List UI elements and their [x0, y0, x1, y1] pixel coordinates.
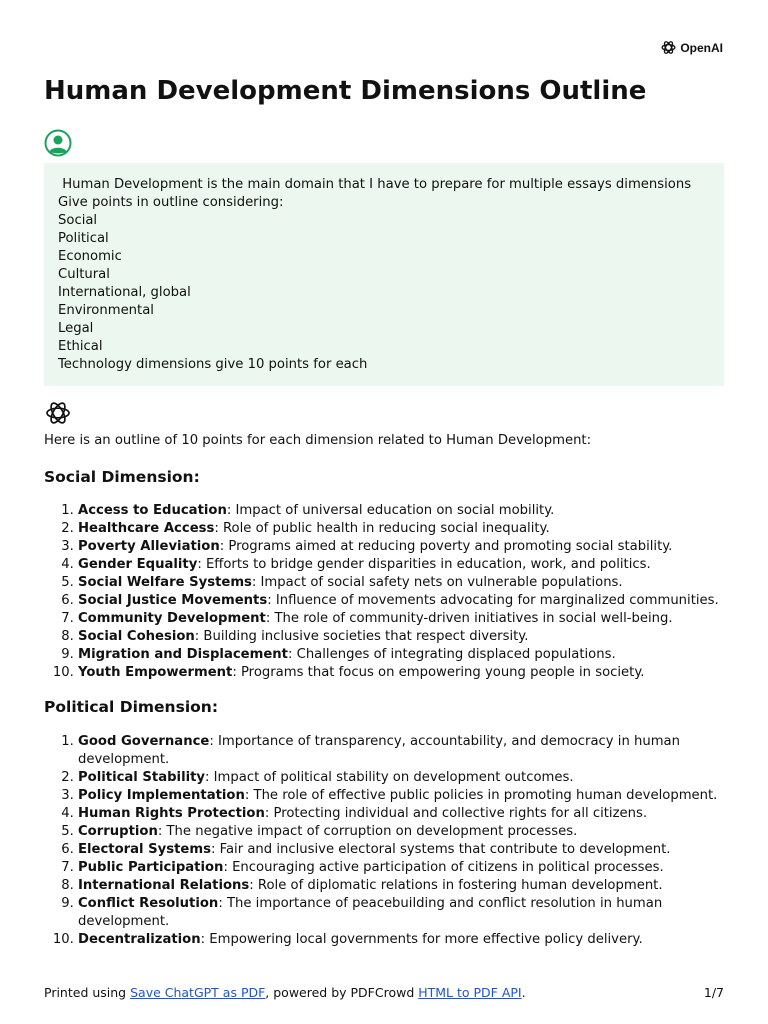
- html-to-pdf-api-link[interactable]: HTML to PDF API: [418, 985, 522, 1000]
- item-term: Social Welfare Systems: [78, 575, 252, 590]
- prompt-line: Technology dimensions give 10 points for each: [58, 357, 368, 372]
- footer-middle: , powered by PDFCrowd: [265, 985, 419, 1000]
- item-desc: : The role of effective public policies in promoting human development.: [244, 788, 718, 803]
- prompt-line: Economic: [58, 249, 122, 264]
- item-term: Migration and Displacement: [78, 647, 288, 662]
- footer-suffix: .: [521, 985, 526, 1000]
- prompt-line: Social: [58, 213, 98, 228]
- prompt-line: Legal: [58, 321, 94, 336]
- item-term: Healthcare Access: [78, 521, 215, 536]
- item-term: Corruption: [78, 824, 158, 839]
- prompt-line: Human Development is the main domain that I have to prepare for multiple essays dimensions: [58, 177, 692, 192]
- item-term: Public Participation: [78, 860, 224, 875]
- item-desc: : The importance of peacebuilding and conflict resolution in human development.: [78, 896, 663, 929]
- footer-prefix: Printed using: [44, 985, 131, 1000]
- item-desc: : Challenges of integrating displaced populations.: [287, 647, 616, 662]
- user-prompt: [44, 163, 724, 386]
- list-item: [78, 646, 724, 664]
- item-desc: : Programs that focus on empowering young people in society.: [232, 665, 645, 680]
- item-term: Community Development: [78, 611, 266, 626]
- list-item: [78, 628, 724, 646]
- prompt-line: Environmental: [58, 303, 154, 318]
- section-title-social: Social Dimension:: [44, 468, 200, 486]
- item-desc: : Importance of transparency, accountability, and democracy in human development.: [78, 734, 680, 767]
- list-item: [78, 931, 724, 949]
- brand-header: [660, 39, 723, 56]
- item-desc: : Role of public health in reducing social inequality.: [214, 521, 550, 536]
- save-chatgpt-pdf-link[interactable]: Save ChatGPT as PDF: [130, 985, 266, 1000]
- item-desc: : Protecting individual and collective rights for all citizens.: [264, 806, 648, 821]
- item-term: Social Cohesion: [78, 629, 195, 644]
- item-desc: : Efforts to bridge gender disparities in education, work, and politics.: [197, 557, 651, 572]
- item-desc: : Empowering local governments for more effective policy delivery.: [200, 932, 643, 947]
- item-desc: : Impact of social safety nets on vulnerable populations.: [251, 575, 623, 590]
- prompt-line: Political: [58, 231, 109, 246]
- prompt-line: International, global: [58, 285, 191, 300]
- item-term: Poverty Alleviation: [78, 539, 220, 554]
- chatgpt-logo-icon: [44, 399, 72, 427]
- item-desc: : Encouraging active participation of citizens in political processes.: [223, 860, 664, 875]
- list-item: [78, 733, 724, 769]
- item-desc: : The negative impact of corruption on development processes.: [157, 824, 578, 839]
- item-desc: : Fair and inclusive electoral systems that contribute to development.: [210, 842, 671, 857]
- item-desc: : Programs aimed at reducing poverty and promoting social stability.: [219, 539, 673, 554]
- item-term: Youth Empowerment: [78, 665, 233, 680]
- item-term: Human Rights Protection: [78, 806, 265, 821]
- page-title: Human Development Dimensions Outline: [44, 76, 647, 106]
- list-item: [78, 664, 724, 682]
- list-item: [78, 823, 724, 841]
- list-item: [78, 787, 724, 805]
- section-title-political: Political Dimension:: [44, 698, 219, 716]
- list-item: [78, 877, 724, 895]
- brand-name: OpenAI: [680, 40, 723, 55]
- user-avatar-icon: [44, 129, 72, 157]
- item-desc: : Impact of political stability on development outcomes.: [205, 770, 574, 785]
- list-item: [78, 556, 724, 574]
- political-points-list: [44, 733, 724, 949]
- item-term: International Relations: [78, 878, 250, 893]
- item-term: Electoral Systems: [78, 842, 211, 857]
- list-item: [78, 574, 724, 592]
- list-item: [78, 502, 724, 520]
- item-term: Access to Education: [78, 503, 227, 518]
- list-item: [78, 592, 724, 610]
- list-item: [78, 538, 724, 556]
- item-term: Gender Equality: [78, 557, 198, 572]
- list-item: [78, 769, 724, 787]
- list-item: [78, 610, 724, 628]
- item-term: Policy Implementation: [78, 788, 245, 803]
- item-desc: : Role of diplomatic relations in fostering human development.: [249, 878, 663, 893]
- item-desc: : Building inclusive societies that respect diversity.: [194, 629, 529, 644]
- openai-logo-icon: [660, 39, 677, 56]
- prompt-line: Ethical: [58, 339, 103, 354]
- list-item: [78, 859, 724, 877]
- item-desc: : The role of community-driven initiatives in social well-being.: [265, 611, 673, 626]
- page-number: 1/7: [703, 985, 724, 1000]
- list-item: [78, 841, 724, 859]
- list-item: [78, 805, 724, 823]
- item-desc: : Influence of movements advocating for marginalized communities.: [267, 593, 719, 608]
- item-term: Decentralization: [78, 932, 201, 947]
- social-points-list: [44, 502, 724, 682]
- list-item: [78, 520, 724, 538]
- prompt-line: Cultural: [58, 267, 110, 282]
- response-intro: Here is an outline of 10 points for each dimension related to Human Development:: [44, 433, 592, 448]
- list-item: [78, 895, 724, 931]
- prompt-line: Give points in outline considering:: [58, 195, 284, 210]
- print-footer: [44, 985, 526, 1000]
- item-term: Conflict Resolution: [78, 896, 219, 911]
- item-term: Good Governance: [78, 734, 210, 749]
- item-term: Political Stability: [78, 770, 206, 785]
- item-term: Social Justice Movements: [78, 593, 268, 608]
- item-desc: : Impact of universal education on social mobility.: [226, 503, 555, 518]
